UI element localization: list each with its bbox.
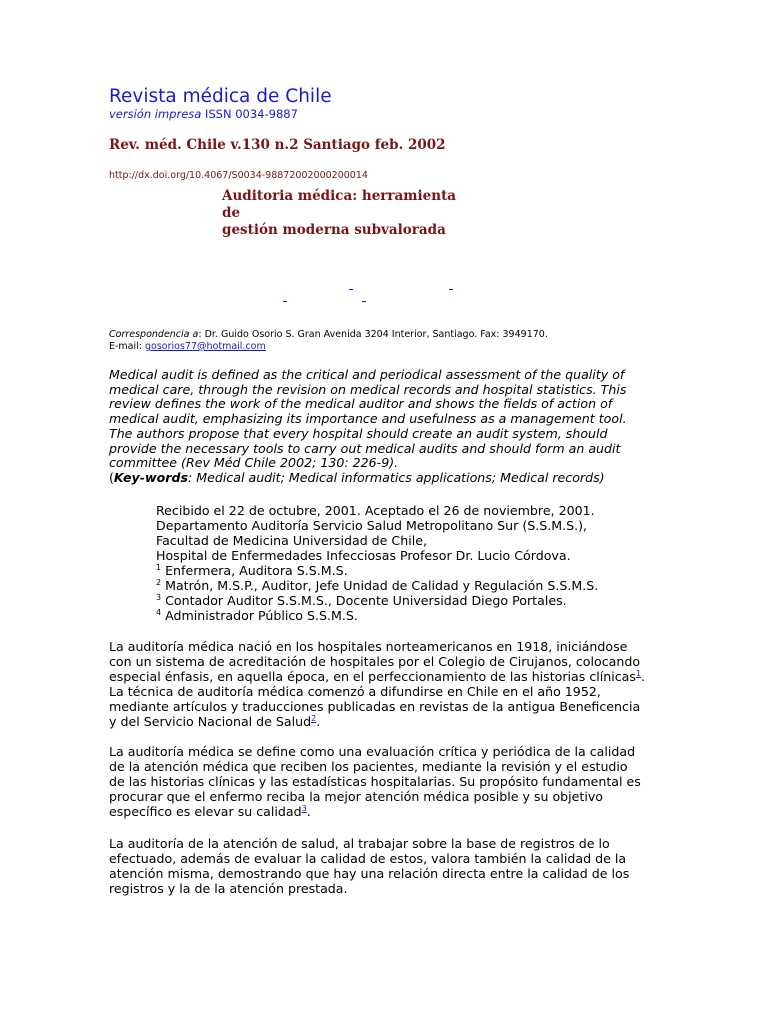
paragraph-line: La auditoría médica se define como una evaluación crítica y periódica de la calidad <box>109 744 636 759</box>
paragraph-line: registros y la de la atención prestada. <box>109 881 348 896</box>
email-label: E-mail: <box>109 341 146 352</box>
journal-title-link[interactable]: Revista médica de Chile <box>109 86 332 107</box>
affiliation-number: 4 <box>156 608 162 617</box>
article-title-line-1: Auditoria médica: herramienta de <box>222 188 457 221</box>
correspondence-text: : Dr. Guido Osorio S. Gran Avenida 3204 Interior, Santiago. Fax: 3949170. <box>198 329 548 340</box>
paragraph-line: de las historias clínicas y las estadísticas hospitalarias. Su propósito fundamental es <box>109 774 641 789</box>
reference-link-1[interactable]: 1 <box>635 669 642 678</box>
correspondence-line <box>109 329 669 341</box>
doi: http://dx.doi.org/10.4067/S0034-98872002000200014 <box>109 170 368 181</box>
version-line <box>109 107 298 121</box>
version-label: versión impresa <box>109 107 202 121</box>
author-link-4[interactable] <box>362 301 366 302</box>
keywords-text: : Medical audit; Medical informatics applications; Medical records) <box>187 469 605 485</box>
affiliation-number: 2 <box>156 578 162 587</box>
author-link-1[interactable] <box>349 289 353 290</box>
abstract-line: provide the necessary tools to carry out medical audits and should form an audit <box>109 440 621 456</box>
paragraph-line: efectuado, además de evaluar la calidad de estos, valora también la calidad de la <box>109 851 627 866</box>
paragraph-text: y del Servicio Nacional de Salud <box>109 714 312 729</box>
abstract-line: The authors propose that every hospital should create an audit system, should <box>109 425 608 441</box>
affiliation-item <box>156 608 656 623</box>
issue-info: Rev. méd. Chile v.130 n.2 Santiago feb. 2002 <box>109 137 446 153</box>
affiliations <box>156 503 656 623</box>
affiliation-text: Matrón, M.S.P., Auditor, Jefe Unidad de Calidad y Regulación S.S.M.S. <box>161 578 599 593</box>
hospital: Hospital de Enfermedades Infecciosas Profesor Dr. Lucio Córdova. <box>156 548 571 563</box>
paragraph-text: específico es elevar su calidad <box>109 804 302 819</box>
received-dates: Recibido el 22 de octubre, 2001. Aceptado el 26 de noviembre, 2001. <box>156 503 595 518</box>
reference-link-3[interactable]: 3 <box>301 804 307 813</box>
affiliation-text: Contador Auditor S.S.M.S., Docente Universidad Diego Portales. <box>161 593 567 608</box>
paragraph-line <box>109 804 669 819</box>
issn: ISSN 0034-9887 <box>204 107 298 121</box>
abstract-line: medical audit, emphasizing its importance and usefulness as a management tool. <box>109 411 627 427</box>
body-paragraph-3 <box>109 836 669 896</box>
correspondence <box>109 329 669 353</box>
abstract-line: committee (Rev Méd Chile 2002; 130: 226-9). <box>109 455 399 471</box>
abstract-line: review defines the work of the medical auditor and shows the fields of action of <box>109 396 613 412</box>
reference-link-2[interactable]: 2 <box>311 714 317 723</box>
abstract-line: medical care, through the revision on medical records and hospital statistics. This <box>109 381 627 397</box>
affiliation-item <box>156 593 656 608</box>
paragraph-line: de la atención médica que reciben los pacientes, mediante la revisión y el estudio <box>109 759 628 774</box>
paragraph-line: mediante artículos y traducciones publicadas en revistas de la antigua Beneficencia <box>109 699 641 714</box>
abstract-line: Medical audit is defined as the critical and periodical assessment of the quality of <box>109 367 625 382</box>
email-line <box>109 341 669 353</box>
affiliation-text: Administrador Público S.S.M.S. <box>161 608 358 623</box>
paragraph-line: La auditoría médica nació en los hospitales norteamericanos en 1918, iniciándose <box>109 639 628 654</box>
body-paragraph-2 <box>109 744 669 819</box>
faculty: Facultad de Medicina Universidad de Chile, <box>156 533 427 548</box>
paragraph-line: atención misma, demostrando que hay una relación directa entre la calidad de los <box>109 866 630 881</box>
author-link-2[interactable] <box>449 289 453 290</box>
affiliation-number: 1 <box>156 563 162 572</box>
email-link[interactable]: gosorios77@hotmail.com <box>145 341 266 352</box>
article-title <box>222 188 462 239</box>
paragraph-line <box>109 714 669 729</box>
affiliation-text: Enfermera, Auditora S.S.M.S. <box>161 563 348 578</box>
keywords-line <box>109 471 669 486</box>
article-title-line-2: gestión moderna subvalorada <box>222 222 446 238</box>
paragraph-text: especial énfasis, en aquella época, en el perfeccionamiento de las historias clínicas <box>109 669 636 684</box>
paragraph-line: procurar que el enfermo reciba la mejor atención médica posible y su objetivo <box>109 789 604 804</box>
keywords-open: ( <box>109 469 114 485</box>
paragraph-line: La auditoría de la atención de salud, al trabajar sobre la base de registros de lo <box>109 836 610 851</box>
abstract <box>109 368 669 486</box>
paragraph-line: con un sistema de acreditación de hospitales por el Colegio de Cirujanos, colocando <box>109 654 641 669</box>
paragraph-line: La técnica de auditoría médica comenzó a difundirse en Chile en el año 1952, <box>109 684 601 699</box>
department: Departamento Auditoría Servicio Salud Metropolitano Sur (S.S.M.S.), <box>156 518 588 533</box>
correspondence-label: Correspondencia a <box>109 329 199 340</box>
body-paragraph-1 <box>109 639 669 729</box>
affiliation-item <box>156 578 656 593</box>
affiliation-item <box>156 563 656 578</box>
affiliation-number: 3 <box>156 593 162 602</box>
period: . <box>316 714 321 729</box>
author-link-3[interactable] <box>283 301 287 302</box>
keywords-label: Key-words <box>113 469 188 485</box>
period: . <box>306 804 311 819</box>
period: . <box>641 669 646 684</box>
paragraph-line <box>109 669 669 684</box>
